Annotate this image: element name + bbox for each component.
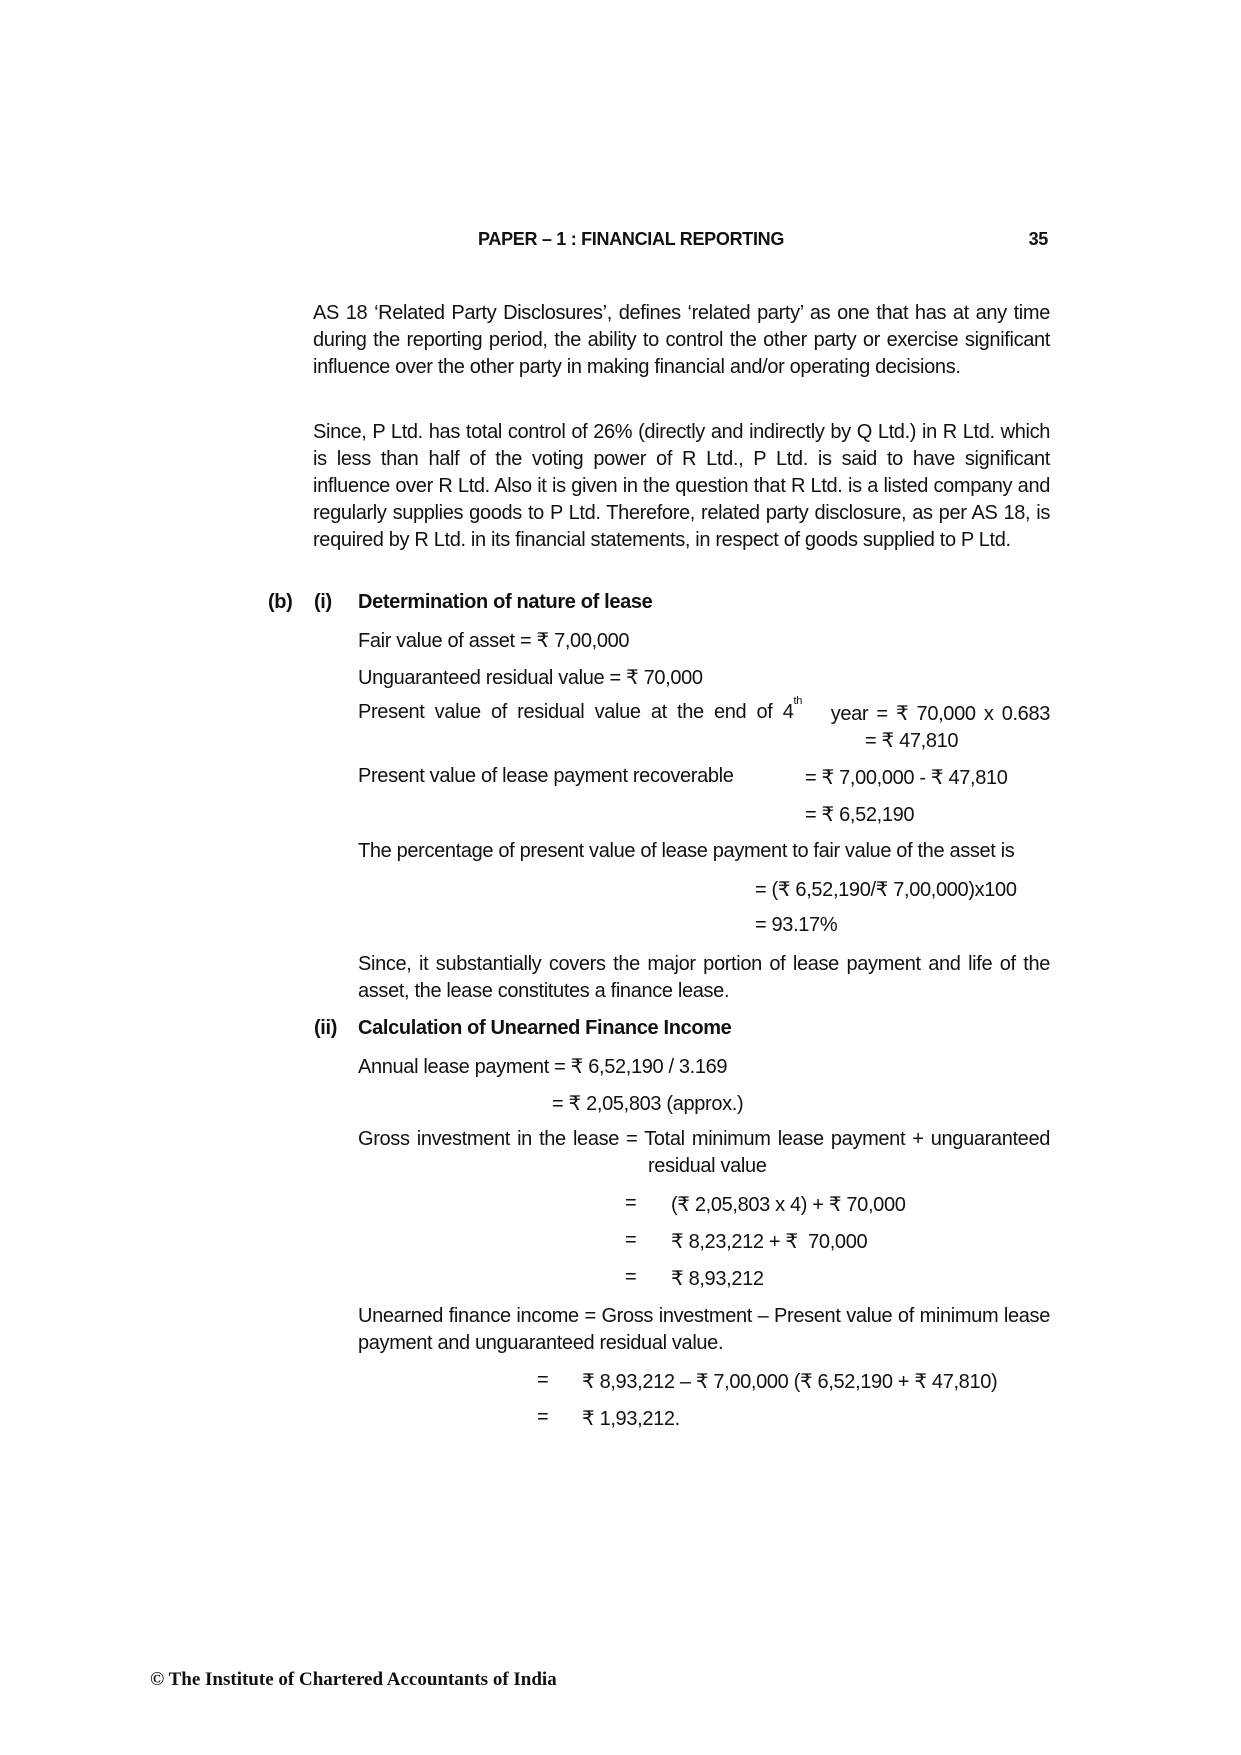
percentage-calc: = (₹ 6,52,190/₹ 7,00,000)x100 — [755, 879, 1017, 901]
annual-payment-line: Annual lease payment = ₹ 6,52,190 / 3.169 — [358, 1056, 728, 1078]
percentage-text: The percentage of present value of lease payment to fair value of the asset is — [358, 840, 1015, 862]
paragraph-related-party-definition: AS 18 ‘Related Party Disclosures’, defines ‘related party’ as one that has at any time during the reporting period, the ability to control the other party or exercise significant influence over the other party in making financial and/or operating decisions. — [313, 302, 1050, 378]
part-i-label: (i) — [314, 591, 332, 613]
unearned-step-1: ₹ 8,93,212 – ₹ 7,00,000 (₹ 6,52,190 + ₹ 47,810) — [582, 1371, 998, 1393]
gross-investment-line: Gross investment in the lease = Total minimum lease payment + unguaranteed — [358, 1128, 1050, 1150]
fair-value-line: Fair value of asset = ₹ 7,00,000 — [358, 630, 630, 652]
equals-sign: = — [625, 1266, 637, 1288]
equals-sign: = — [537, 1369, 549, 1391]
pv-lease-label: Present value of lease payment recoverable — [358, 765, 734, 787]
gross-step-1: (₹ 2,05,803 x 4) + ₹ 70,000 — [671, 1194, 906, 1216]
annual-payment-result: = ₹ 2,05,803 (approx.) — [552, 1093, 744, 1115]
page-number: 35 — [1028, 229, 1048, 249]
pv-residual-result: = ₹ 47,810 — [865, 730, 959, 752]
pv-residual-superscript: th — [793, 695, 802, 707]
unguaranteed-value-line: Unguaranteed residual value = ₹ 70,000 — [358, 667, 703, 689]
gross-step-3: ₹ 8,93,212 — [671, 1268, 764, 1290]
gross-investment-continued: residual value — [648, 1155, 767, 1177]
gross-step-2: ₹ 8,23,212 + ₹ 70,000 — [671, 1231, 868, 1253]
equals-sign: = — [625, 1229, 637, 1251]
unearned-step-2: ₹ 1,93,212. — [582, 1408, 680, 1430]
pv-residual-text: Present value of residual value at the end of 4 — [358, 701, 794, 723]
copyright-footer: © The Institute of Chartered Accountants of India — [150, 1669, 557, 1690]
part-ii-heading: Calculation of Unearned Finance Income — [358, 1017, 732, 1039]
pv-lease-result: = ₹ 6,52,190 — [805, 804, 915, 826]
pv-lease-calc: = ₹ 7,00,000 - ₹ 47,810 — [805, 767, 1008, 789]
finance-lease-conclusion: Since, it substantially covers the major portion of lease payment and life of the asset, the lease constitutes a finance lease. — [358, 953, 1050, 1002]
part-i-heading: Determination of nature of lease — [358, 591, 653, 613]
unearned-finance-income-text: Unearned finance income = Gross investment – Present value of minimum lease payment and unguaranteed residual value. — [358, 1305, 1050, 1354]
pv-residual-calc: year = ₹ 70,000 x 0.683 — [822, 703, 1050, 725]
equals-sign: = — [625, 1192, 637, 1214]
percentage-result: = 93.17% — [755, 914, 838, 936]
part-ii-label: (ii) — [314, 1017, 338, 1039]
paper-title: PAPER – 1 : FINANCIAL REPORTING — [478, 229, 785, 249]
pv-residual-line — [358, 695, 1050, 726]
paragraph-related-party-analysis: Since, P Ltd. has total control of 26% (directly and indirectly by Q Ltd.) in R Ltd. which is less than half of the voting power of R Ltd., P Ltd. is said to have significant influence over R Ltd. Also it is given in the question that R Ltd. is a listed company and regularly supplies goods to P Ltd. Therefore, related party disclosure, as per AS 18, is required by R Ltd. in its financial statements, in respect of goods supplied to P Ltd. — [313, 421, 1050, 551]
section-b-label: (b) — [268, 591, 293, 613]
equals-sign: = — [537, 1406, 549, 1428]
